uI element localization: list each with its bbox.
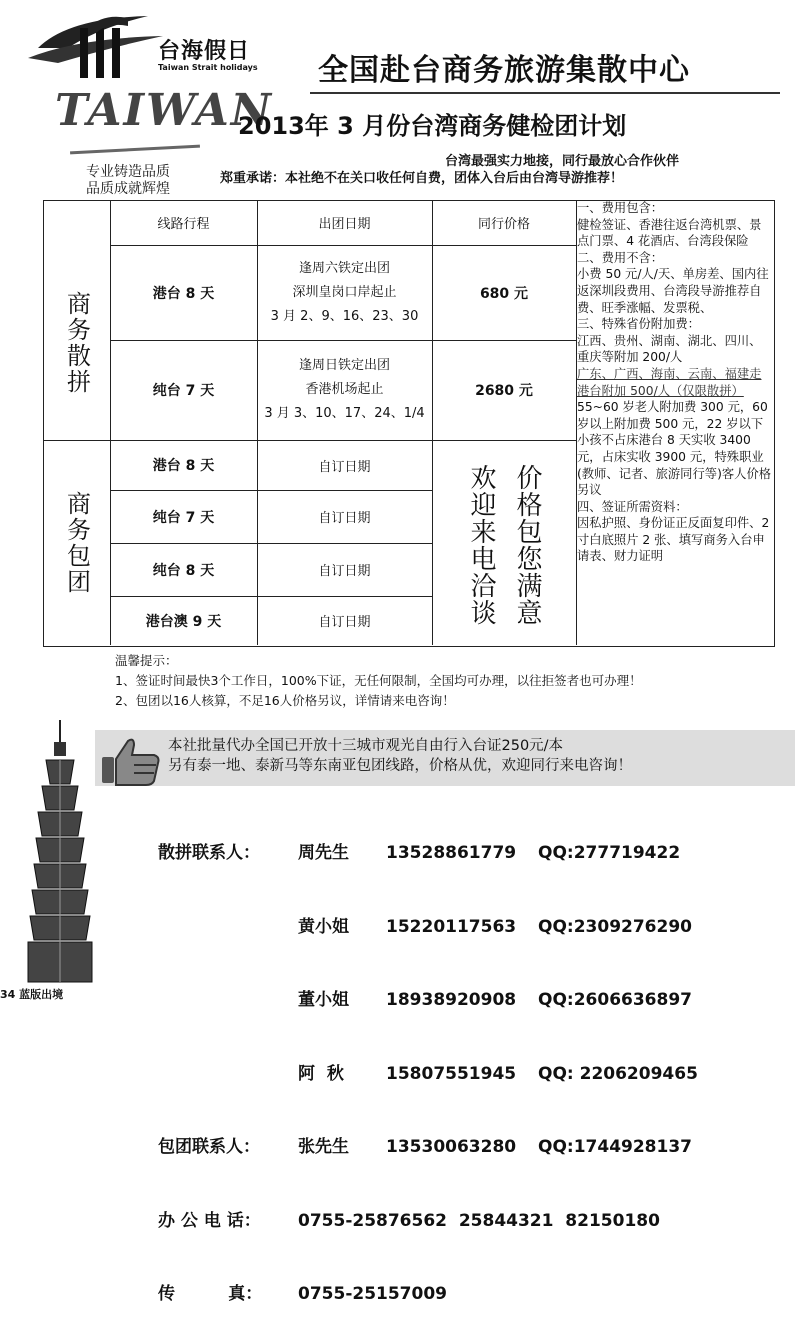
note-line: 江西、贵州、湖南、湖北、四川、重庆等附加 200/人 (577, 333, 762, 365)
route-cell: 纯台 8 天 (152, 562, 215, 579)
header-price: 同行价格 (477, 217, 530, 232)
promo-text (168, 736, 632, 776)
contact-name: 黄小姐 (298, 916, 349, 937)
note-line: 小费 50 元/人/天、单房差、国内往返深圳段费用、台湾段导游推荐自费、旺季涨幅、发票税、 (577, 267, 769, 315)
route-cell: 港台澳 9 天 (145, 613, 222, 630)
company-logo-icon (28, 8, 168, 83)
route-cell: 港台 8 天 (152, 285, 215, 302)
brand-english-name: Taiwan Strait holidays (158, 63, 258, 72)
contact-qq: QQ:2606636897 (538, 990, 692, 1010)
route-cell: 纯台 7 天 (152, 383, 215, 399)
tips-title: 温馨提示： (115, 653, 178, 668)
route-cell: 港台 8 天 (152, 458, 215, 474)
contact-qq: QQ:2309276290 (538, 916, 692, 937)
date-cell (257, 245, 432, 340)
date-cell: 自订日期 (318, 615, 371, 630)
category-scattered: 商务散拼 (62, 290, 91, 395)
fax-number: 0755-25157009 (298, 1284, 447, 1304)
tagline-2: 郑重承诺：本社绝不在关口收任何自费，团体入台后由台湾导游推荐！ (220, 171, 624, 186)
contact-row (158, 1282, 698, 1307)
contact-phone: 13530063280 (386, 1137, 517, 1157)
contact-row (158, 1135, 698, 1160)
contact-phone: 18938920908 (386, 990, 517, 1010)
date-cell: 自订日期 (318, 511, 371, 526)
note-line: 一、费用包含： (577, 201, 664, 215)
contact-row (158, 841, 698, 866)
contact-qq: QQ:277719422 (538, 843, 681, 863)
contact-row (158, 1062, 698, 1087)
contact-name: 周先生 (298, 843, 349, 863)
date-line: 深圳皇岗口岸起止 (292, 284, 397, 300)
slogan-line-2: 品质成就辉煌 (86, 181, 170, 197)
note-line: 三、特殊省份附加费： (577, 317, 700, 332)
date-cell: 自订日期 (318, 459, 371, 475)
contact-row (158, 1209, 698, 1234)
note-line: 四、签证所需资料： (577, 499, 688, 514)
welcome-block (432, 450, 576, 640)
contact-qq: QQ:1744928137 (538, 1137, 692, 1157)
plan-title: 2013年 3 月份台湾商务健检团计划 (238, 112, 627, 140)
contacts-block (158, 792, 698, 1331)
contact-label: 散拼联系人： (158, 843, 260, 863)
header-route: 线路行程 (157, 217, 210, 232)
promo-line: 另有泰一地、泰新马等东南亚包团线路，价格从优，欢迎同行来电咨询！ (168, 758, 632, 774)
welcome-column-1: 欢迎来电洽谈 (466, 464, 496, 626)
welcome-column-2: 价格包您满意 (512, 464, 542, 626)
contact-name: 阿 秋 (298, 1063, 344, 1084)
date-cell: 自订日期 (318, 564, 371, 579)
note-line: 健检签证、香港往返台湾机票、景点门票、4 花酒店、台湾段保险 (577, 217, 762, 249)
contact-qq: QQ: 2206209465 (538, 1063, 698, 1084)
price-cell: 680 元 (479, 285, 529, 302)
fax-label: 传 真： (158, 1284, 263, 1304)
office-label: 办 公 电 话： (158, 1210, 261, 1231)
date-line: 3 月 3、10、17、24、1/4 (264, 406, 425, 421)
contact-phone: 15807551945 (386, 1063, 517, 1084)
thumbs-up-icon (100, 735, 162, 787)
main-title: 全国赴台商务旅游集散中心 (318, 53, 690, 88)
slogan-line-1: 专业铸造品质 (86, 164, 170, 180)
date-line: 香港机场起止 (305, 382, 384, 397)
contact-row (158, 915, 698, 940)
note-line: 55~60 岁老人附加费 300 元，60 岁以上附加费 500 元，22 岁以下小孩不占床港台 8 天实收 3400 元，占床实收 3900 元，特殊职业(教师、记者、旅游同行等)客人价格另议 (577, 400, 772, 498)
promo-line: 本社批量代办全国已开放十三城市观光自由行入台证250元/本 (168, 738, 564, 754)
calligraphy-stroke (70, 145, 200, 155)
office-phone: 0755-25876562 25844321 82150180 (298, 1210, 660, 1231)
tagline-1: 台湾最强实力地接，同行最放心合作伙伴 (445, 154, 680, 169)
date-line: 3 月 2、9、16、23、30 (270, 308, 419, 324)
tips-line: 2、包团以16人核算，不足16人价格另议，详情请来电咨询！ (115, 693, 455, 708)
taiwan-calligraphy-logo: TAIWAN (55, 85, 274, 136)
note-line: 因私护照、身份证正反面复印件、2 寸白底照片 2 张、填写商务入台申请表、财力证明 (577, 516, 770, 564)
contact-name: 董小姐 (298, 990, 349, 1010)
contact-label: 包团联系人： (158, 1137, 260, 1157)
contact-name: 张先生 (298, 1137, 349, 1157)
date-line: 逢周日铁定出团 (298, 358, 390, 373)
contact-phone: 15220117563 (386, 916, 517, 937)
fee-notes (577, 200, 773, 565)
note-line: 二、费用不含： (577, 250, 664, 265)
header-date: 出团日期 (318, 217, 371, 232)
brand-name: 台海假日 (158, 39, 251, 64)
date-cell (257, 340, 432, 440)
date-line: 逢周六铁定出团 (298, 260, 390, 276)
page-footer-tag: 34 蓝版出境 (0, 988, 64, 1001)
route-cell: 纯台 7 天 (152, 509, 215, 526)
taipei-101-tower-icon (20, 720, 100, 985)
category-charter: 商务包团 (62, 490, 91, 595)
contact-row (158, 988, 698, 1013)
tips-block (115, 651, 642, 711)
note-line: 广东、广西、海南、云南、福建走港台附加 500/人（仅限散拼） (577, 366, 762, 398)
price-cell: 2680 元 (475, 383, 533, 399)
tips-line: 1、签证时间最快3个工作日，100%下证，无任何限制，全国均可办理，以往拒签者也可办理！ (115, 673, 642, 688)
contact-phone: 13528861779 (386, 843, 517, 863)
